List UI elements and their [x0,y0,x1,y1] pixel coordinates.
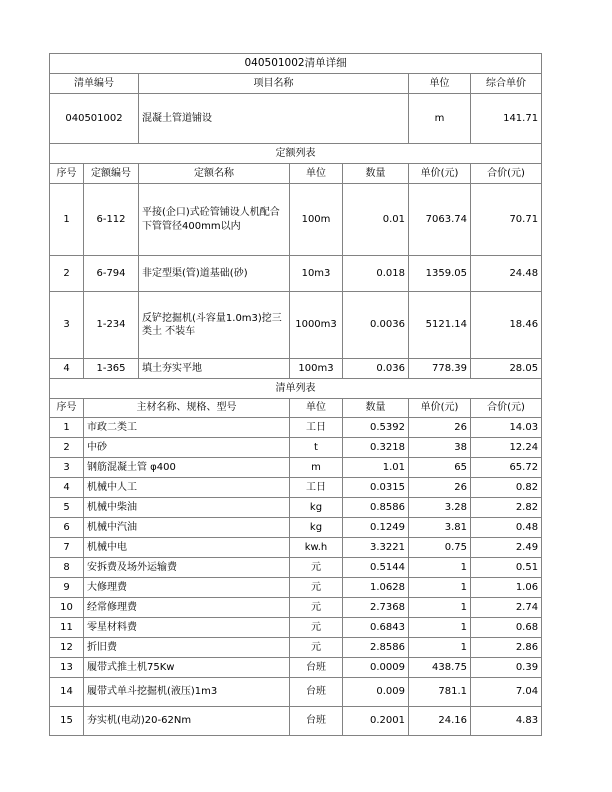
summary-data-row [50,94,542,144]
summary-header-unit: 单位 [409,74,471,94]
cell-seq: 1 [50,184,84,256]
cell-total: 70.71 [471,184,542,256]
cell-seq: 4 [50,478,84,498]
cell-total: 2.82 [471,498,542,518]
material-row [50,538,542,558]
cell-project-name: 混凝土管道铺设 [139,94,409,144]
material-row [50,518,542,538]
cell-composite-price: 141.71 [471,94,542,144]
cell-seq: 2 [50,438,84,458]
cell-name: 非定型渠(管)道基础(砂) [139,256,290,292]
cell-unit: 元 [290,598,343,618]
summary-header-price: 综合单价 [471,74,542,94]
cell-unit: 台班 [290,658,343,678]
cell-price: 5121.14 [409,292,471,359]
cell-seq: 14 [50,678,84,707]
cell-total: 0.68 [471,618,542,638]
cell-qty: 0.01 [343,184,409,256]
cell-seq: 3 [50,458,84,478]
cell-price: 1359.05 [409,256,471,292]
quota-header-price: 单价(元) [409,164,471,184]
cell-name: 机械中汽油 [84,518,290,538]
material-row [50,618,542,638]
cell-qty: 2.7368 [343,598,409,618]
cell-price: 24.16 [409,707,471,736]
cell-name: 夯实机(电动)20-62Nm [84,707,290,736]
cell-qty: 0.0315 [343,478,409,498]
quota-header-code: 定额编号 [84,164,139,184]
cell-name: 填土夯实平地 [139,359,290,379]
cell-seq: 1 [50,418,84,438]
cell-total: 0.39 [471,658,542,678]
cell-seq: 15 [50,707,84,736]
cell-price: 0.75 [409,538,471,558]
cell-code: 6-112 [84,184,139,256]
cell-price: 438.75 [409,658,471,678]
cell-qty: 0.2001 [343,707,409,736]
table-title-row [50,54,542,74]
materials-header-row [50,399,542,418]
cell-total: 12.24 [471,438,542,458]
cell-price: 65 [409,458,471,478]
cell-price: 778.39 [409,359,471,379]
cell-qty: 2.8586 [343,638,409,658]
cell-total: 2.49 [471,538,542,558]
cell-seq: 8 [50,558,84,578]
cell-list-code: 040501002 [50,94,139,144]
cost-detail-table [49,53,542,736]
cell-price: 1 [409,598,471,618]
quota-header-total: 合价(元) [471,164,542,184]
quota-header-row [50,164,542,184]
cell-name: 安拆费及场外运输费 [84,558,290,578]
cell-total: 4.83 [471,707,542,736]
cell-unit: kg [290,498,343,518]
cell-total: 28.05 [471,359,542,379]
cell-seq: 3 [50,292,84,359]
quota-row [50,184,542,256]
quota-header-name: 定额名称 [139,164,290,184]
cell-seq: 2 [50,256,84,292]
cell-name: 平接(企口)式砼管铺设人机配合下管管径400mm以内 [139,184,290,256]
cell-name: 履带式推土机75Kw [84,658,290,678]
material-row [50,458,542,478]
cell-unit: 台班 [290,678,343,707]
cell-unit: 100m [290,184,343,256]
cell-name: 经常修理费 [84,598,290,618]
quota-banner-row [50,144,542,164]
cell-qty: 0.0036 [343,292,409,359]
quota-row [50,256,542,292]
cell-seq: 10 [50,598,84,618]
cell-qty: 0.009 [343,678,409,707]
cell-name: 反铲挖掘机(斗容量1.0m3)挖三类土 不装车 [139,292,290,359]
materials-header-seq: 序号 [50,399,84,418]
cell-unit: kg [290,518,343,538]
cell-unit: m [290,458,343,478]
cell-seq: 4 [50,359,84,379]
cell-code: 6-794 [84,256,139,292]
cell-total: 18.46 [471,292,542,359]
cell-total: 0.82 [471,478,542,498]
cell-qty: 0.5392 [343,418,409,438]
cell-code: 1-365 [84,359,139,379]
cell-qty: 0.6843 [343,618,409,638]
cell-name: 零星材料费 [84,618,290,638]
cell-unit: 工日 [290,418,343,438]
cell-name: 中砂 [84,438,290,458]
cell-total: 2.86 [471,638,542,658]
cell-price: 26 [409,418,471,438]
quota-header-unit: 单位 [290,164,343,184]
cell-unit: kw.h [290,538,343,558]
cell-price: 1 [409,618,471,638]
summary-header-name: 项目名称 [139,74,409,94]
materials-header-price: 单价(元) [409,399,471,418]
cell-unit: 台班 [290,707,343,736]
quota-row [50,359,542,379]
material-row [50,478,542,498]
cell-seq: 5 [50,498,84,518]
material-row [50,558,542,578]
cell-seq: 7 [50,538,84,558]
material-row [50,638,542,658]
cell-qty: 0.0009 [343,658,409,678]
cell-seq: 6 [50,518,84,538]
cell-price: 781.1 [409,678,471,707]
cell-qty: 0.1249 [343,518,409,538]
quota-section-title: 定额列表 [50,144,542,164]
cell-total: 7.04 [471,678,542,707]
cell-qty: 0.5144 [343,558,409,578]
cell-seq: 9 [50,578,84,598]
material-row [50,498,542,518]
cell-price: 1 [409,578,471,598]
material-row [50,658,542,678]
materials-header-total: 合价(元) [471,399,542,418]
materials-header-name: 主材名称、规格、型号 [84,399,290,418]
cell-qty: 0.8586 [343,498,409,518]
quota-row [50,292,542,359]
cell-qty: 1.01 [343,458,409,478]
cell-seq: 11 [50,618,84,638]
materials-header-unit: 单位 [290,399,343,418]
cell-price: 7063.74 [409,184,471,256]
cell-price: 38 [409,438,471,458]
cell-price: 3.81 [409,518,471,538]
cell-unit: 10m3 [290,256,343,292]
cell-price: 1 [409,638,471,658]
cell-unit: 元 [290,558,343,578]
materials-section-title: 清单列表 [50,379,542,399]
materials-banner-row [50,379,542,399]
quota-header-seq: 序号 [50,164,84,184]
cell-unit: 1000m3 [290,292,343,359]
cell-unit: 100m3 [290,359,343,379]
material-row [50,707,542,736]
cell-name: 市政二类工 [84,418,290,438]
summary-header-row [50,74,542,94]
material-row [50,418,542,438]
cell-name: 履带式单斗挖掘机(液压)1m3 [84,678,290,707]
cell-name: 折旧费 [84,638,290,658]
cell-total: 14.03 [471,418,542,438]
cell-name: 机械中柴油 [84,498,290,518]
material-row [50,438,542,458]
cell-total: 24.48 [471,256,542,292]
cell-price: 26 [409,478,471,498]
material-row [50,678,542,707]
cell-code: 1-234 [84,292,139,359]
cell-unit: 元 [290,618,343,638]
cell-name: 机械中电 [84,538,290,558]
cell-unit: 工日 [290,478,343,498]
materials-header-qty: 数量 [343,399,409,418]
material-row [50,578,542,598]
cell-seq: 12 [50,638,84,658]
cell-price: 3.28 [409,498,471,518]
cell-unit: t [290,438,343,458]
cell-qty: 0.036 [343,359,409,379]
cell-seq: 13 [50,658,84,678]
cell-total: 1.06 [471,578,542,598]
cell-qty: 3.3221 [343,538,409,558]
cell-unit: m [409,94,471,144]
cell-name: 钢筋混凝土管 φ400 [84,458,290,478]
page-title: 040501002清单详细 [50,54,542,74]
cell-name: 大修理费 [84,578,290,598]
cell-qty: 0.018 [343,256,409,292]
cell-total: 0.51 [471,558,542,578]
cell-qty: 0.3218 [343,438,409,458]
summary-header-code: 清单编号 [50,74,139,94]
cell-total: 0.48 [471,518,542,538]
cell-total: 2.74 [471,598,542,618]
cell-total: 65.72 [471,458,542,478]
cell-qty: 1.0628 [343,578,409,598]
cell-name: 机械中人工 [84,478,290,498]
material-row [50,598,542,618]
quota-header-qty: 数量 [343,164,409,184]
cell-price: 1 [409,558,471,578]
cell-unit: 元 [290,638,343,658]
cell-unit: 元 [290,578,343,598]
